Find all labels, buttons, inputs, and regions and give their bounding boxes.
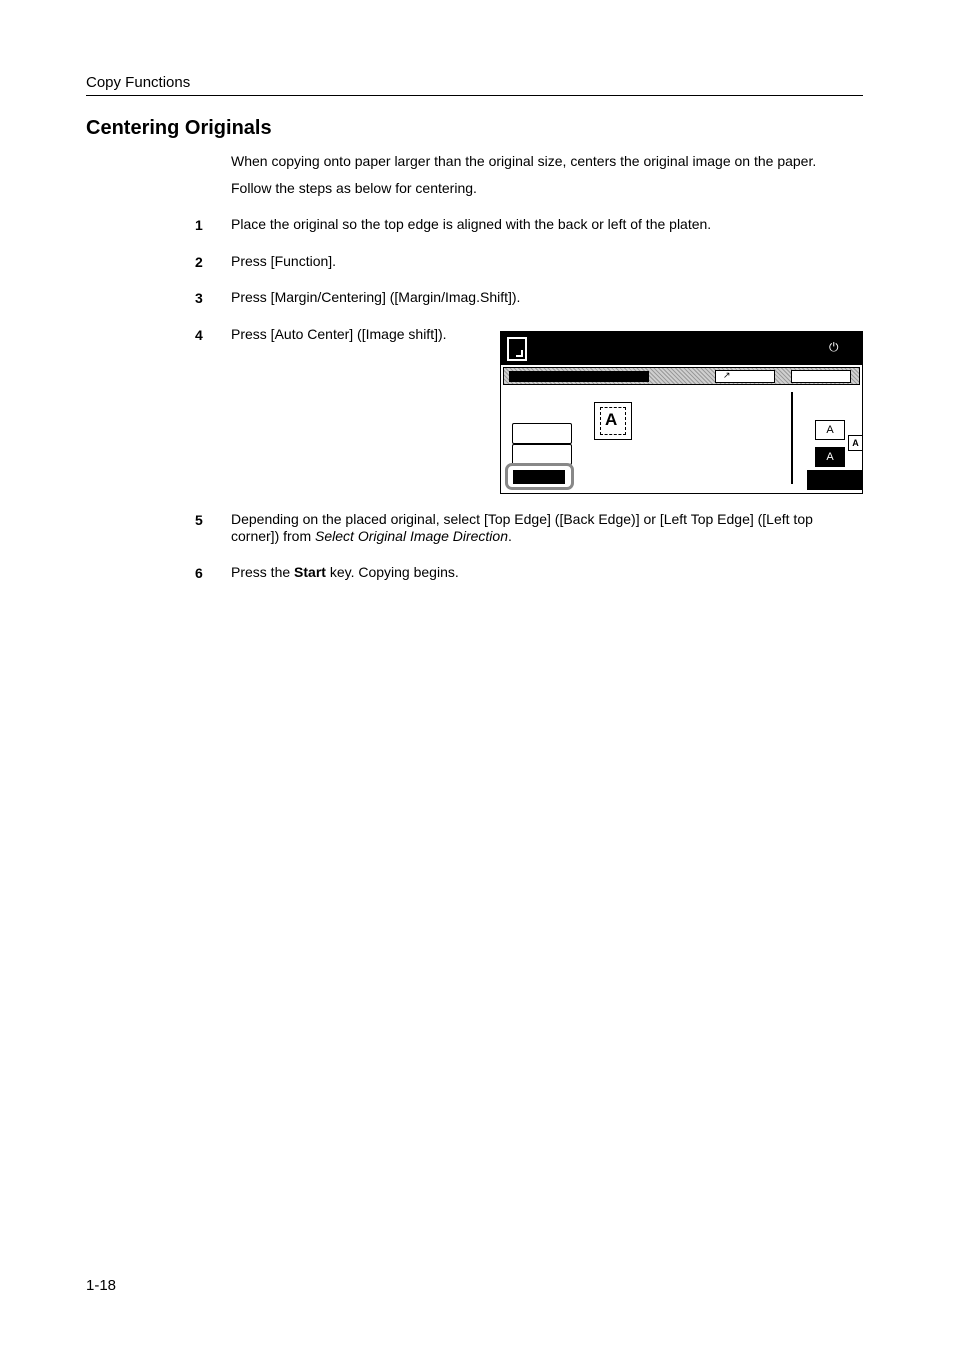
panel-divider	[791, 392, 793, 484]
shortcut-arrow-icon: ↗	[723, 370, 731, 380]
step-number-2: 2	[195, 254, 203, 270]
option-margin-button[interactable]	[512, 444, 572, 465]
step-5-end: .	[508, 528, 512, 544]
step-text-1: Place the original so the top edge is aligned with the back or left of the platen.	[231, 216, 712, 232]
panel-title-bar	[501, 332, 862, 365]
step-text-6	[231, 564, 851, 581]
centered-image-icon	[594, 402, 632, 440]
auto-center-button-selected	[513, 470, 565, 484]
auto-center-button[interactable]	[505, 463, 574, 490]
step-text-3: Press [Margin/Centering] ([Margin/Imag.Shift]).	[231, 289, 521, 305]
step-6-text: Press the	[231, 564, 295, 580]
step-number-6: 6	[195, 565, 203, 581]
original-direction-badge: A	[848, 435, 863, 451]
step-5-text: Depending on the placed original, select [Top Edge] ([Back Edge)] or [Left Top Edge] ([Left top corner]) from	[231, 511, 813, 544]
start-key-label: Start	[294, 564, 326, 580]
step-number-4: 4	[195, 327, 203, 343]
page-title: Centering Originals	[86, 117, 272, 139]
step-number-3: 3	[195, 290, 203, 306]
top-edge-button[interactable]: A	[815, 420, 845, 440]
copy-mode-icon	[507, 337, 527, 361]
step-5-italic: Select Original Image Direction	[315, 528, 508, 544]
step-number-1: 1	[195, 217, 203, 233]
image-letter: A	[605, 410, 618, 429]
running-header	[86, 73, 863, 96]
shortcut-button[interactable]	[715, 370, 775, 383]
close-button[interactable]	[791, 370, 851, 383]
step-6-end: key. Copying begins.	[325, 564, 459, 580]
operation-panel-screenshot	[500, 331, 863, 494]
section-name: Copy Functions	[86, 74, 191, 91]
function-title-field	[509, 371, 649, 382]
intro-paragraph-2: Follow the steps as below for centering.	[231, 180, 477, 196]
step-number-5: 5	[195, 512, 203, 528]
direction-selected-indicator	[807, 470, 862, 490]
page-number: 1-18	[86, 1277, 117, 1294]
panel-function-bar	[503, 367, 860, 385]
step-text-2: Press [Function].	[231, 253, 337, 269]
power-icon: ⏻	[829, 340, 839, 354]
step-text-4: Press [Auto Center] ([Image shift]).	[231, 326, 447, 342]
option-off-button[interactable]	[512, 423, 572, 444]
left-top-edge-button[interactable]: A	[815, 447, 845, 467]
step-text-5	[231, 511, 851, 545]
intro-paragraph-1: When copying onto paper larger than the original size, centers the original image on the paper.	[231, 153, 817, 169]
